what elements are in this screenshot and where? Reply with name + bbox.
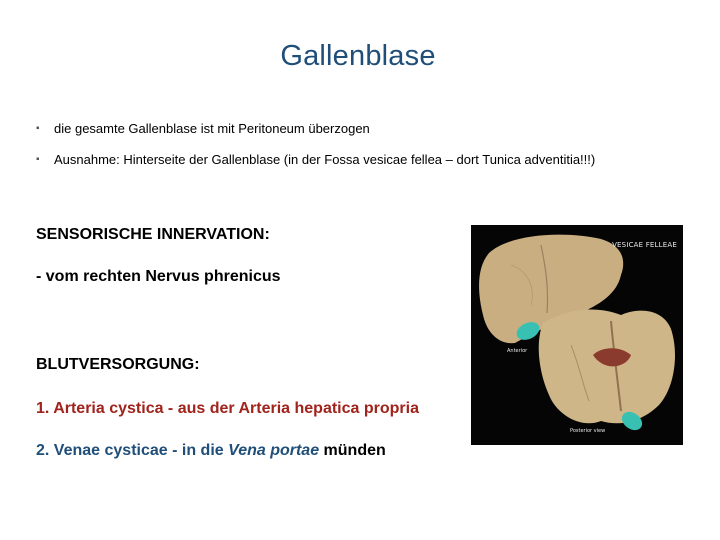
artery-text: 1. Arteria cystica - aus der Arteria hepatica propria	[36, 400, 419, 417]
liver-illustration	[471, 225, 683, 445]
veins-prefix: 2. Venae cysticae - in die	[36, 442, 229, 459]
figure-label-anterior: Anterior	[507, 348, 528, 354]
bullet-icon: ▪	[36, 154, 40, 165]
veins-text	[36, 442, 386, 460]
bullet-icon: ▪	[36, 123, 40, 134]
figure-label-top: VESICAE FELLEAE	[612, 241, 677, 249]
liver-gallbladder-image	[471, 225, 683, 445]
liver-posterior-shape	[539, 309, 675, 423]
bullet-text: Ausnahme: Hinterseite der Gallenblase (in der Fossa vesicae fellea – dort Tunica adventitia!!!)	[54, 152, 596, 167]
veins-italic: Vena portae	[228, 442, 320, 459]
slide-title: Gallenblase	[280, 40, 436, 72]
blood-supply-heading: BLUTVERSORGUNG:	[36, 356, 200, 373]
bullet-item	[36, 121, 716, 137]
veins-suffix: münden	[319, 442, 386, 459]
bullet-list	[36, 121, 716, 168]
innervation-text: - vom rechten Nervus phrenicus	[36, 268, 281, 285]
bullet-text: die gesamte Gallenblase ist mit Peritoneum überzogen	[54, 121, 370, 136]
bullet-item	[36, 152, 716, 168]
figure-label-posterior: Posterior view	[570, 428, 606, 434]
innervation-heading: SENSORISCHE INNERVATION:	[36, 226, 270, 243]
